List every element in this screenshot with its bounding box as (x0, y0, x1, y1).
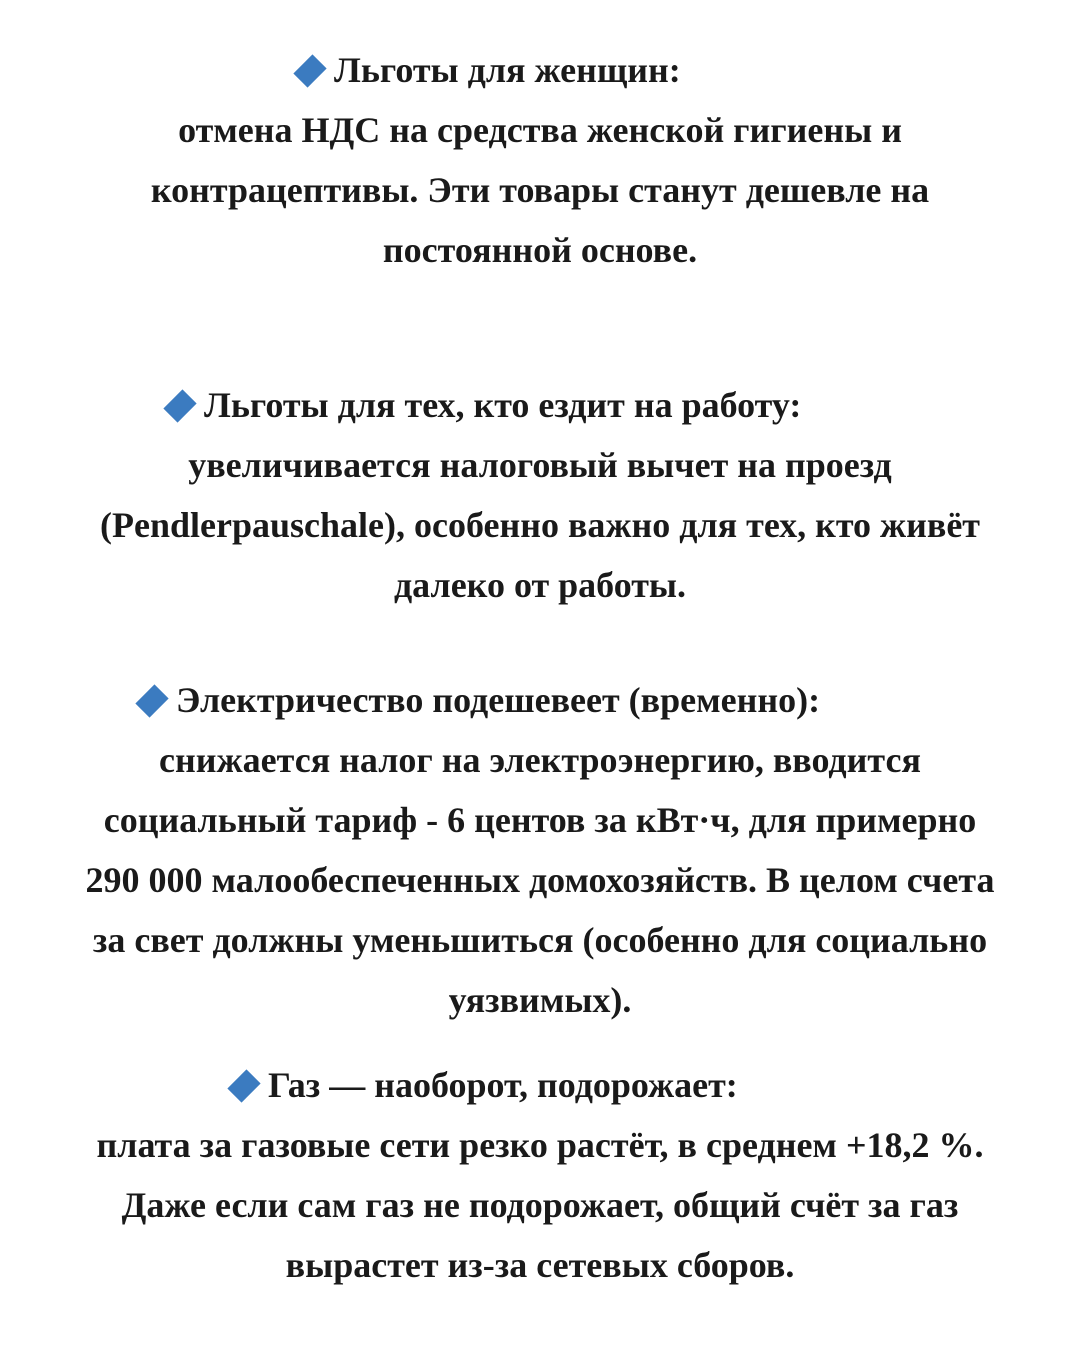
section-heading (0, 375, 1080, 435)
section-heading (0, 1055, 1080, 1115)
section-body-line: уязвимых). (448, 980, 632, 1020)
section-heading-text: Льготы для тех, кто ездит на работу: (204, 385, 802, 425)
section-heading (0, 670, 1080, 730)
section-body-line: снижается налог на электроэнергию, вводится (159, 740, 921, 780)
section-body-line: контрацептивы. Эти товары станут дешевле на (150, 170, 930, 210)
section-body-line: плата за газовые сети резко растёт, в среднем +18,2 %. (96, 1125, 984, 1165)
section-body-line: Даже если сам газ не подорожает, общий счёт за газ (121, 1185, 959, 1225)
section-heading (0, 40, 1080, 100)
section-body-line: отмена НДС на средства женской гигиены и (178, 110, 902, 150)
section-gas (0, 1055, 1080, 1295)
section-women-benefits (0, 40, 1080, 280)
section-body-line: социальный тариф - 6 центов за кВт·ч, для примерно (103, 800, 977, 840)
section-commuter-benefits (0, 375, 1080, 615)
section-body-line: далеко от работы. (393, 565, 687, 605)
section-body-line: 290 000 малообеспеченных домохозяйств. В целом счета (85, 860, 995, 900)
section-heading-text: Электричество подешевеет (временно): (176, 680, 821, 720)
section-body-line: вырастет из-за сетевых сборов. (285, 1245, 795, 1285)
section-heading-text: Газ — наоборот, подорожает: (268, 1065, 738, 1105)
section-body-line: (Pendlerpauschale), особенно важно для тех, кто живёт (100, 505, 980, 545)
section-heading-text: Льготы для женщин: (334, 50, 681, 90)
section-body-line: увеличивается налоговый вычет на проезд (188, 445, 892, 485)
section-body-line: постоянной основе. (382, 230, 698, 270)
diamond-bullet-icon (227, 1069, 260, 1102)
section-electricity (0, 670, 1080, 1030)
diamond-bullet-icon (293, 54, 326, 87)
section-body-line: за свет должны уменьшиться (особенно для социально (92, 920, 988, 960)
diamond-bullet-icon (135, 684, 168, 717)
diamond-bullet-icon (163, 389, 196, 422)
